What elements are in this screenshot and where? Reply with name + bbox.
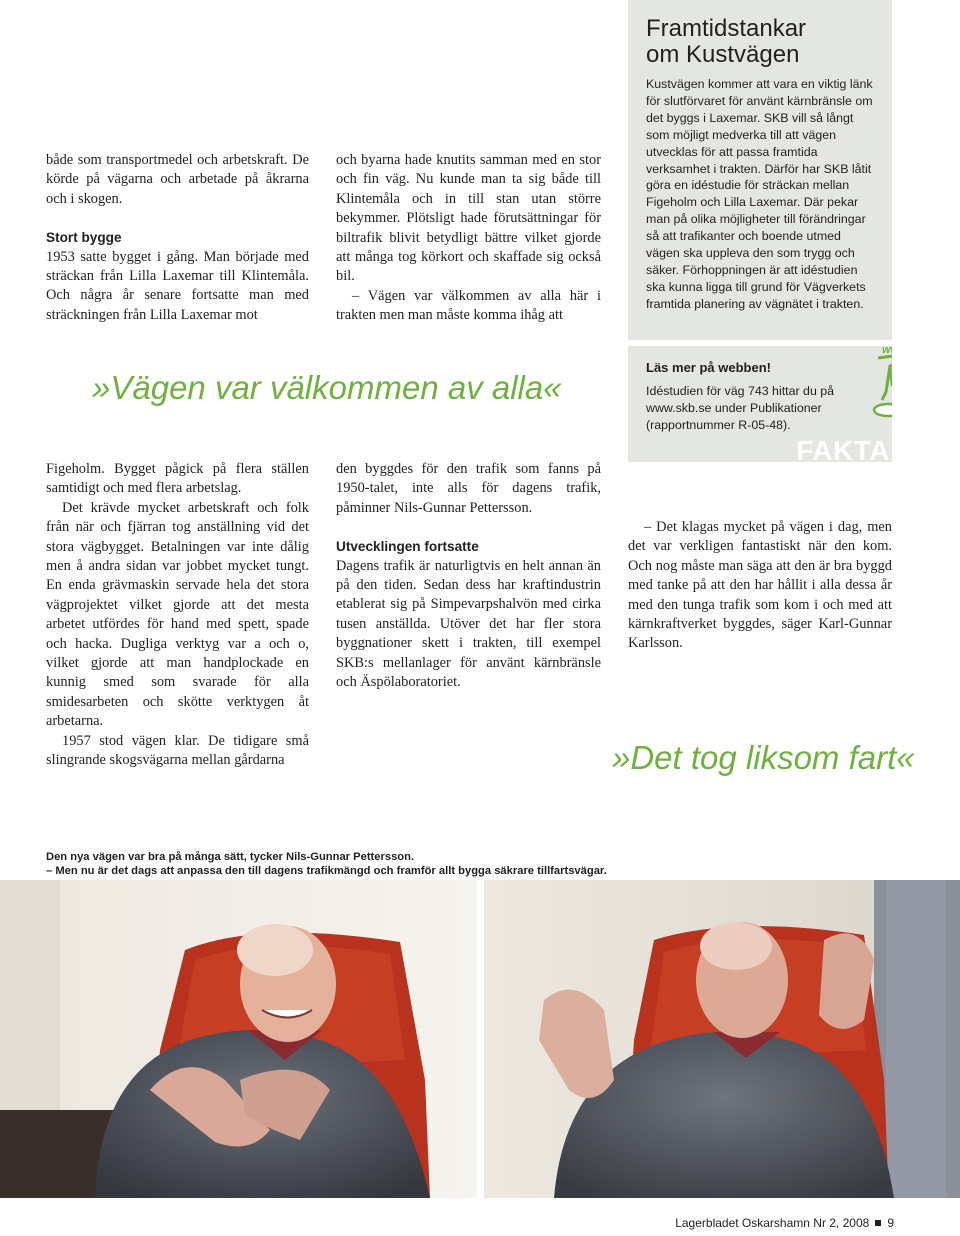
publication-name: Lagerbladet Oskarshamn Nr 2, 2008	[675, 1216, 870, 1230]
column-1-bottom	[46, 460, 309, 771]
photo-caption	[46, 850, 926, 878]
photo-right	[484, 880, 960, 1198]
fakta-label: FAKTA	[796, 435, 890, 462]
caption-line: Den nya vägen var bra på många sätt, tycker Nils-Gunnar Pettersson.	[46, 851, 415, 863]
body-text: Dagens trafik är naturligtvis en helt annan än på den tiden. Sedan dess har kraftindustrin etablerat sig på Simpevarpshalvön med cirka tusen anställda. Utöver det har fler stora byggnationer skett i trakten, till exempel SKB:s mellanlager för använt kärnbränsle och Äspölaboratoriet.	[336, 557, 601, 691]
fakta-more-text: Idéstudien för väg 743 hittar du på www.skb.se under Publikationer (rapportnummer R-05-48).	[646, 384, 835, 432]
subhead-stort-bygge: Stort bygge	[46, 230, 122, 246]
page-footer	[675, 1216, 894, 1230]
body-text: – Det klagas mycket på vägen i dag, men det var verkligen fantastiskt när den kom. Och nog måste man säga att den är bra byggd med tanke på att den har hållit i alla dessa år med den tunga trafik som kom i och med att kärnkraftverket byggdes, säger Karl-Gunnar Karlsson.	[628, 519, 892, 652]
fakta-title-line: om Kustvägen	[646, 41, 800, 68]
www-mouse-icon	[864, 342, 908, 422]
body-text: den byggdes för den trafik som fanns på 1950-talet, inte alls för dagens trafik, påminner Nils-Gunnar Pettersson.	[336, 461, 601, 516]
caption-line: – Men nu är det dags att anpassa den till dagens trafikmängd och framför allt bygga säkrare tillfartsvägar.	[46, 865, 607, 877]
pull-quote-1: »Vägen var välkommen av alla«	[92, 369, 562, 406]
body-text: Det krävde mycket arbetskraft och folk från när och fjärran tog anställning vid det stora vägbygget. Betalningen var inte dålig men å andra sidan var jobbet mycket tungt. En enda grävmaskin servade hela det stora vägprojektet vilket gjorde att det mesta arbetet utfördes för hand med spett, spade och hacka. Dugliga verktyg var a och o, vilket gjorde att man handplockade en kunnig smed som svarade för alla smidesarbeten och skötte verktygen åt arbetarna.	[46, 499, 309, 730]
body-text: 1953 satte bygget i gång. Man började med sträckan från Lilla Laxemar till Klintemåla. Och några år senare fortsatte man med sträckningen från Lilla Laxemar mot	[46, 248, 309, 323]
body-text: 1957 stod vägen klar. De tidigare små slingrande skogsvägarna mellan gårdarna	[46, 732, 309, 769]
fakta-more-title: Läs mer på webben!	[646, 360, 771, 375]
body-text: Figeholm. Bygget pågick på flera ställen samtidigt och med flera arbetslag.	[46, 461, 309, 497]
subhead-utvecklingen: Utvecklingen fortsatte	[336, 539, 479, 555]
www-label: www	[882, 344, 908, 356]
column-1-top	[46, 151, 309, 325]
page-number: 9	[887, 1216, 894, 1230]
fakta-title-line: Framtidstankar	[646, 15, 807, 42]
column-2-bottom	[336, 460, 601, 692]
body-text: både som transportmedel och arbetskraft. De körde på vägarna och arbetade på åkrarna och i skogen.	[46, 152, 309, 207]
column-3-bottom	[628, 518, 892, 654]
pull-quote-2: »Det tog liksom fart«	[612, 739, 915, 776]
fakta-title	[646, 16, 886, 68]
footer-square-icon	[875, 1220, 881, 1226]
photo-left	[0, 880, 477, 1198]
fakta-box	[628, 0, 908, 462]
body-text: – Vägen var välkommen av alla här i trakten men man måste komma ihåg att	[336, 287, 601, 324]
body-text: och byarna hade knutits samman med en stor och fin väg. Nu kunde man ta sig både till Klintemåla och in till stan utan större bekymmer. Plötsligt hade förutsättningar för biltrafik blivit betydligt bättre vilket gjorde att många tog körkort och skaffade sig också bil.	[336, 152, 601, 285]
fakta-body: Kustvägen kommer att vara en viktig länk för slutförvaret för använt kärnbränsle om det byggs i Laxemar. SKB vill så långt som möjligt medverka till att vägen utvecklas för att passa framtida verksamhet i trakten. Därför har SKB låtit göra en idéstudie för sträckan mellan Figeholm och Lilla Laxemar. Där pekar man på olika möjligheter till förändringar så att trafikanter och boende utmed vägen ska uppleva den som trygg och säker. Förhoppningen är att idéstudien ska kunna ligga till grund för Vägverkets framtida planering av vägnätet i trakten.	[646, 77, 873, 311]
column-2-top	[336, 151, 601, 326]
fakta-divider	[628, 340, 892, 346]
